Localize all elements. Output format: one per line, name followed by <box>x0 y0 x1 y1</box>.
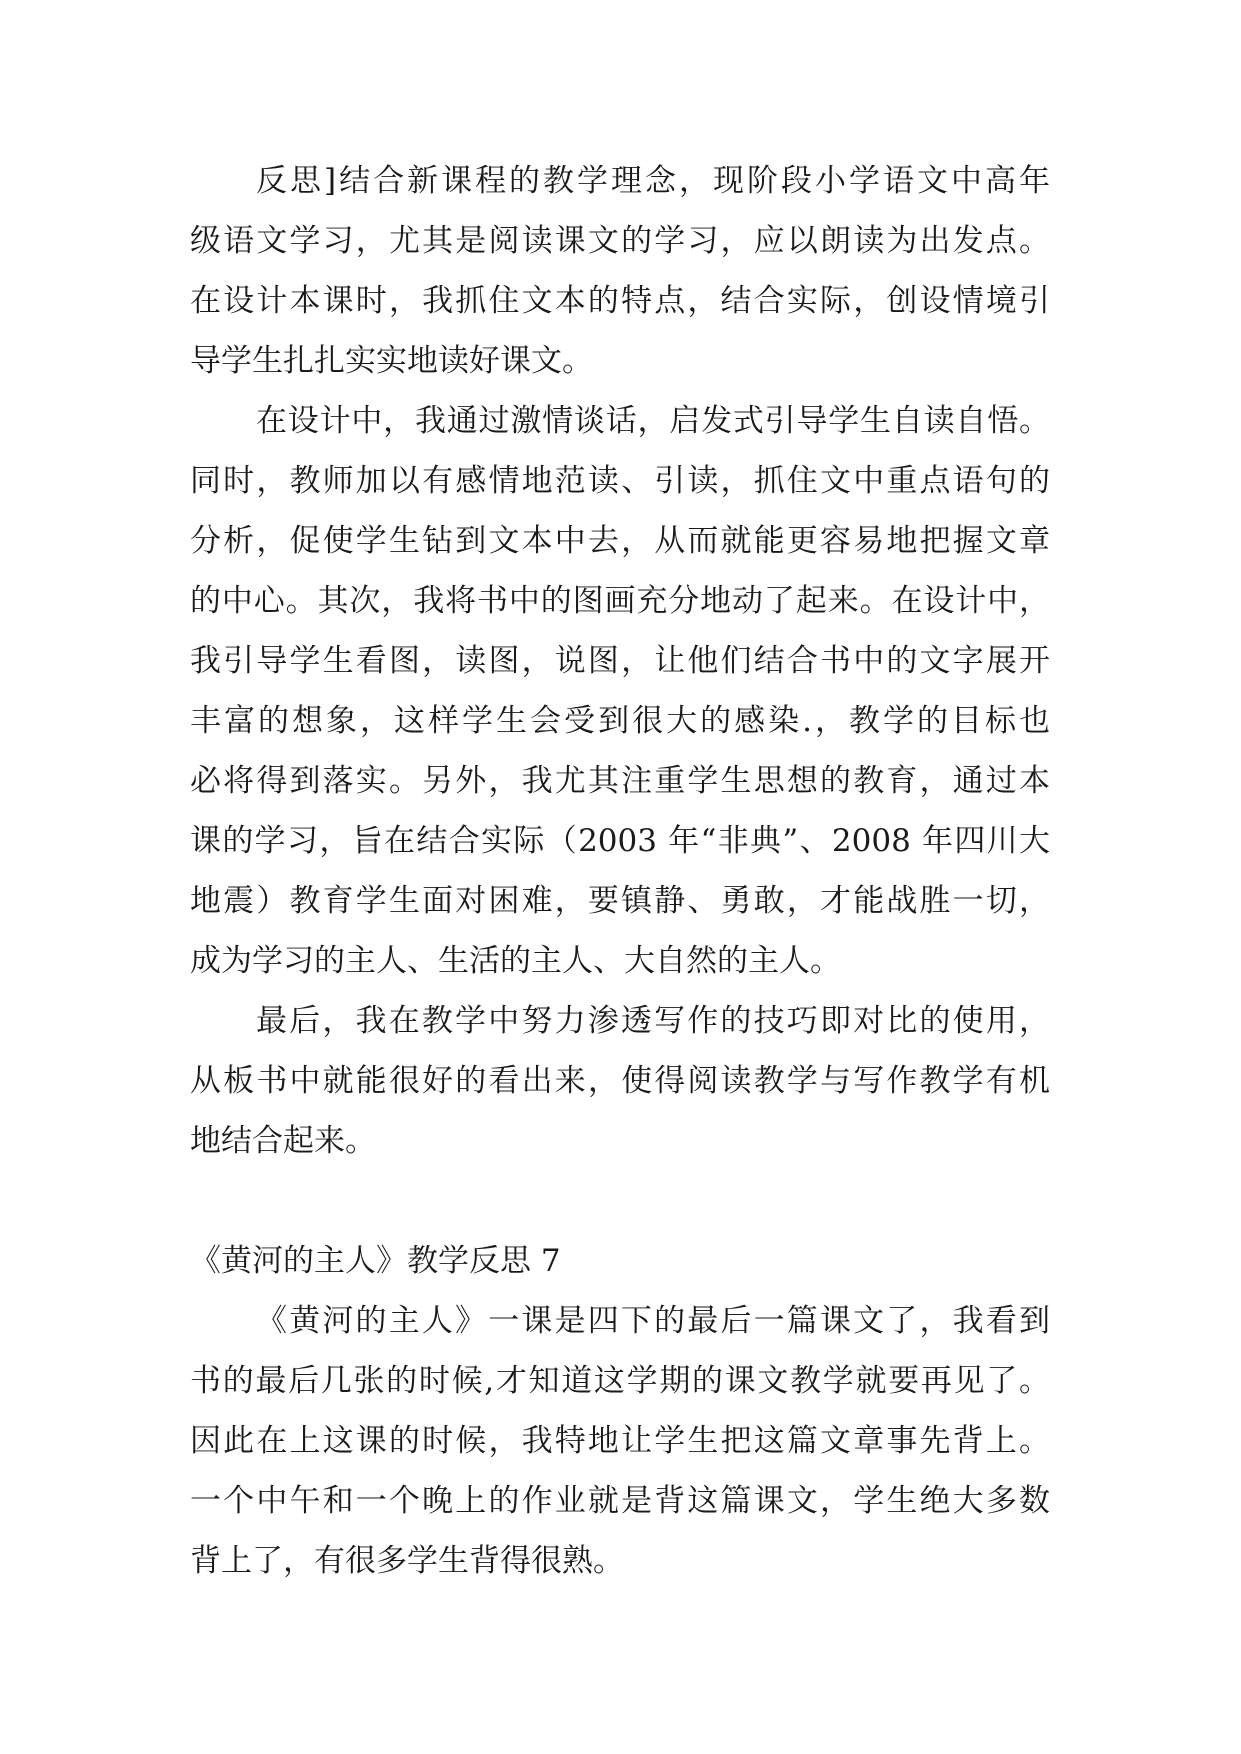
text-line: 因此在上这课的时候，我特地让学生把这篇文章事先背上。 <box>190 1423 1050 1459</box>
text-line: 我引导学生看图，读图，说图，让他们结合书中的文字展开 <box>190 643 1050 679</box>
text-line: 级语文学习，尤其是阅读课文的学习，应以朗读为出发点。 <box>190 223 1050 259</box>
text-line: 成为学习的主人、生活的主人、大自然的主人。 <box>190 943 841 979</box>
text-line: 最后，我在教学中努力渗透写作的技巧即对比的使用， <box>256 1003 1050 1039</box>
text-line: 《黄河的主人》一课是四下的最后一篇课文了，我看到 <box>256 1303 1050 1339</box>
text-line: 在设计本课时，我抓住文本的特点，结合实际，创设情境引 <box>190 283 1050 319</box>
text-line: 反思]结合新课程的教学理念，现阶段小学语文中高年 <box>256 163 1050 199</box>
text-line: 必将得到落实。另外，我尤其注重学生思想的教育，通过本 <box>190 763 1050 799</box>
text-line: 的中心。其次，我将书中的图画充分地动了起来。在设计中， <box>190 583 1050 619</box>
section-heading: 《黄河的主人》教学反思 7 <box>190 1243 561 1279</box>
text-line: 在设计中，我通过激情谈话，启发式引导学生自读自悟。 <box>256 403 1050 439</box>
text-line: 书的最后几张的时候,才知道这学期的课文教学就要再见了。 <box>190 1363 1050 1399</box>
text-line: 导学生扎扎实实地读好课文。 <box>190 343 593 379</box>
text-line: 一个中午和一个晚上的作业就是背这篇课文，学生绝大多数 <box>190 1483 1050 1519</box>
text-line: 分析，促使学生钻到文本中去，从而就能更容易地把握文章 <box>190 523 1050 559</box>
text-line: 地震）教育学生面对困难，要镇静、勇敢，才能战胜一切， <box>190 883 1050 919</box>
text-line: 背上了，有很多学生背得很熟。 <box>190 1543 624 1579</box>
text-line: 丰富的想象，这样学生会受到很大的感染.，教学的目标也 <box>190 703 1050 739</box>
text-line: 地结合起来。 <box>190 1123 376 1159</box>
text-line: 课的学习，旨在结合实际（2003 年“非典”、2008 年四川大 <box>190 823 1050 859</box>
text-line: 同时，教师加以有感情地范读、引读，抓住文中重点语句的 <box>190 463 1050 499</box>
text-line: 从板书中就能很好的看出来，使得阅读教学与写作教学有机 <box>190 1063 1050 1099</box>
